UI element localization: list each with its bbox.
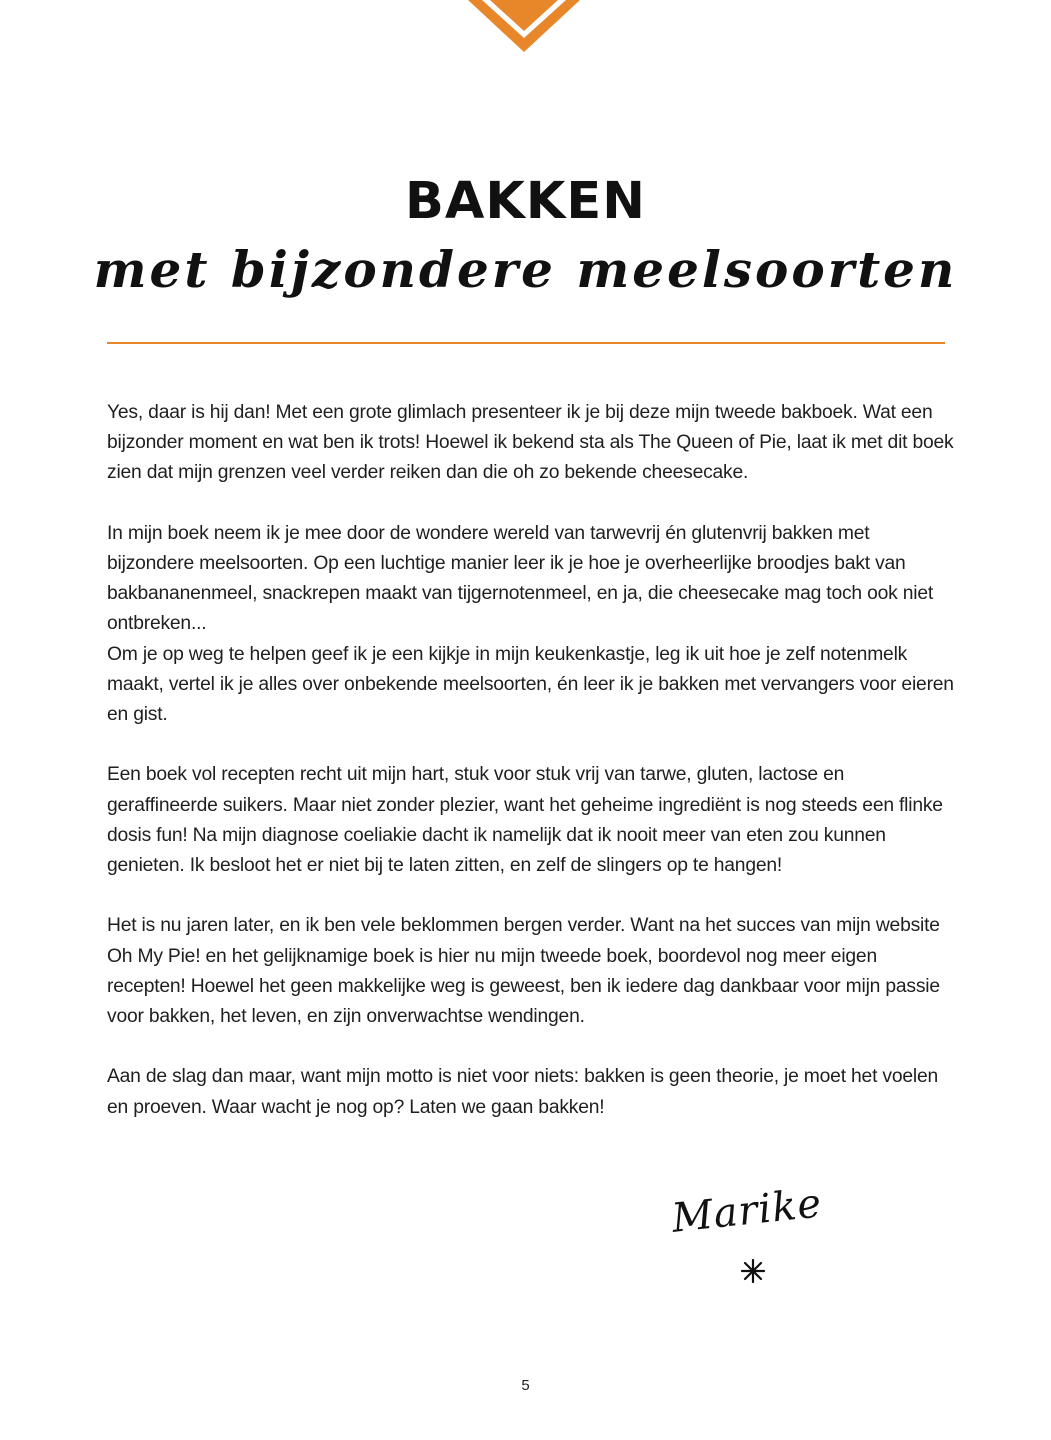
title-divider (107, 342, 945, 344)
star-doodle-icon (738, 1256, 768, 1286)
paragraph: Aan de slag dan maar, want mijn motto is niet voor niets: bakken is geen theorie, je moet het voelen en proeven. Waar wacht je nog op? Laten we gaan bakken! (107, 1066, 939, 1118)
page-number: 5 (521, 1377, 530, 1394)
paragraph: Yes, daar is hij dan! Met een grote glimlach presenteer ik je bij deze mijn tweede bakboek. Wat een bijzonder moment en wat ben ik trots! Hoewel ik bekend sta als The Queen of Pie, laat ik met dit boek zien dat mijn grenzen veel verder reiken dan die oh zo bekende cheesecake. (107, 402, 954, 484)
orange-triangle-icon (468, 0, 580, 56)
paragraph: Een boek vol recepten recht uit mijn hart, stuk voor stuk vrij van tarwe, gluten, lactose en geraffineerde suikers. Maar niet zonder plezier, want het geheime ingrediënt is nog steeds een flinke dosis fun! Na mijn diagnose coeliakie dacht ik namelijk dat ik nooit meer van eten zou kunnen genieten. Ik besloot het er niet bij te laten zitten, en zelf de slingers op te hangen! (107, 764, 943, 877)
paragraph: Het is nu jaren later, en ik ben vele beklommen bergen verder. Want na het succes van mijn website Oh My Pie! en het gelijknamige boek is hier nu mijn tweede boek, boordevol nog meer eigen recepten! Hoewel het geen makkelijke weg is geweest, ben ik iedere dag dankbaar voor mijn passie voor bakken, het leven, en zijn onverwachtse wendingen. (107, 915, 940, 1028)
author-signature: Marike (669, 1180, 825, 1242)
page-title: BAKKEN (405, 172, 646, 231)
page-subtitle: met bijzondere meelsoorten (93, 240, 958, 299)
intro-text (107, 398, 957, 1153)
paragraph: In mijn boek neem ik je mee door de wondere wereld van tarwevrij én glutenvrij bakken met bijzondere meelsoorten. Op een luchtige manier leer ik je hoe je overheerlijke broodjes bakt van bakbananenmeel, snackrepen maakt van tijgernotenmeel, en ja, die cheesecake mag toch ook niet ontbreken... Om je op weg te helpen geef ik je een kijkje in mijn keukenkastje, leg ik uit hoe je zelf notenmelk maakt, vertel ik je alles over onbekende meelsoorten, én leer ik je bakken met vervangers voor eieren en gist. (107, 522, 954, 726)
